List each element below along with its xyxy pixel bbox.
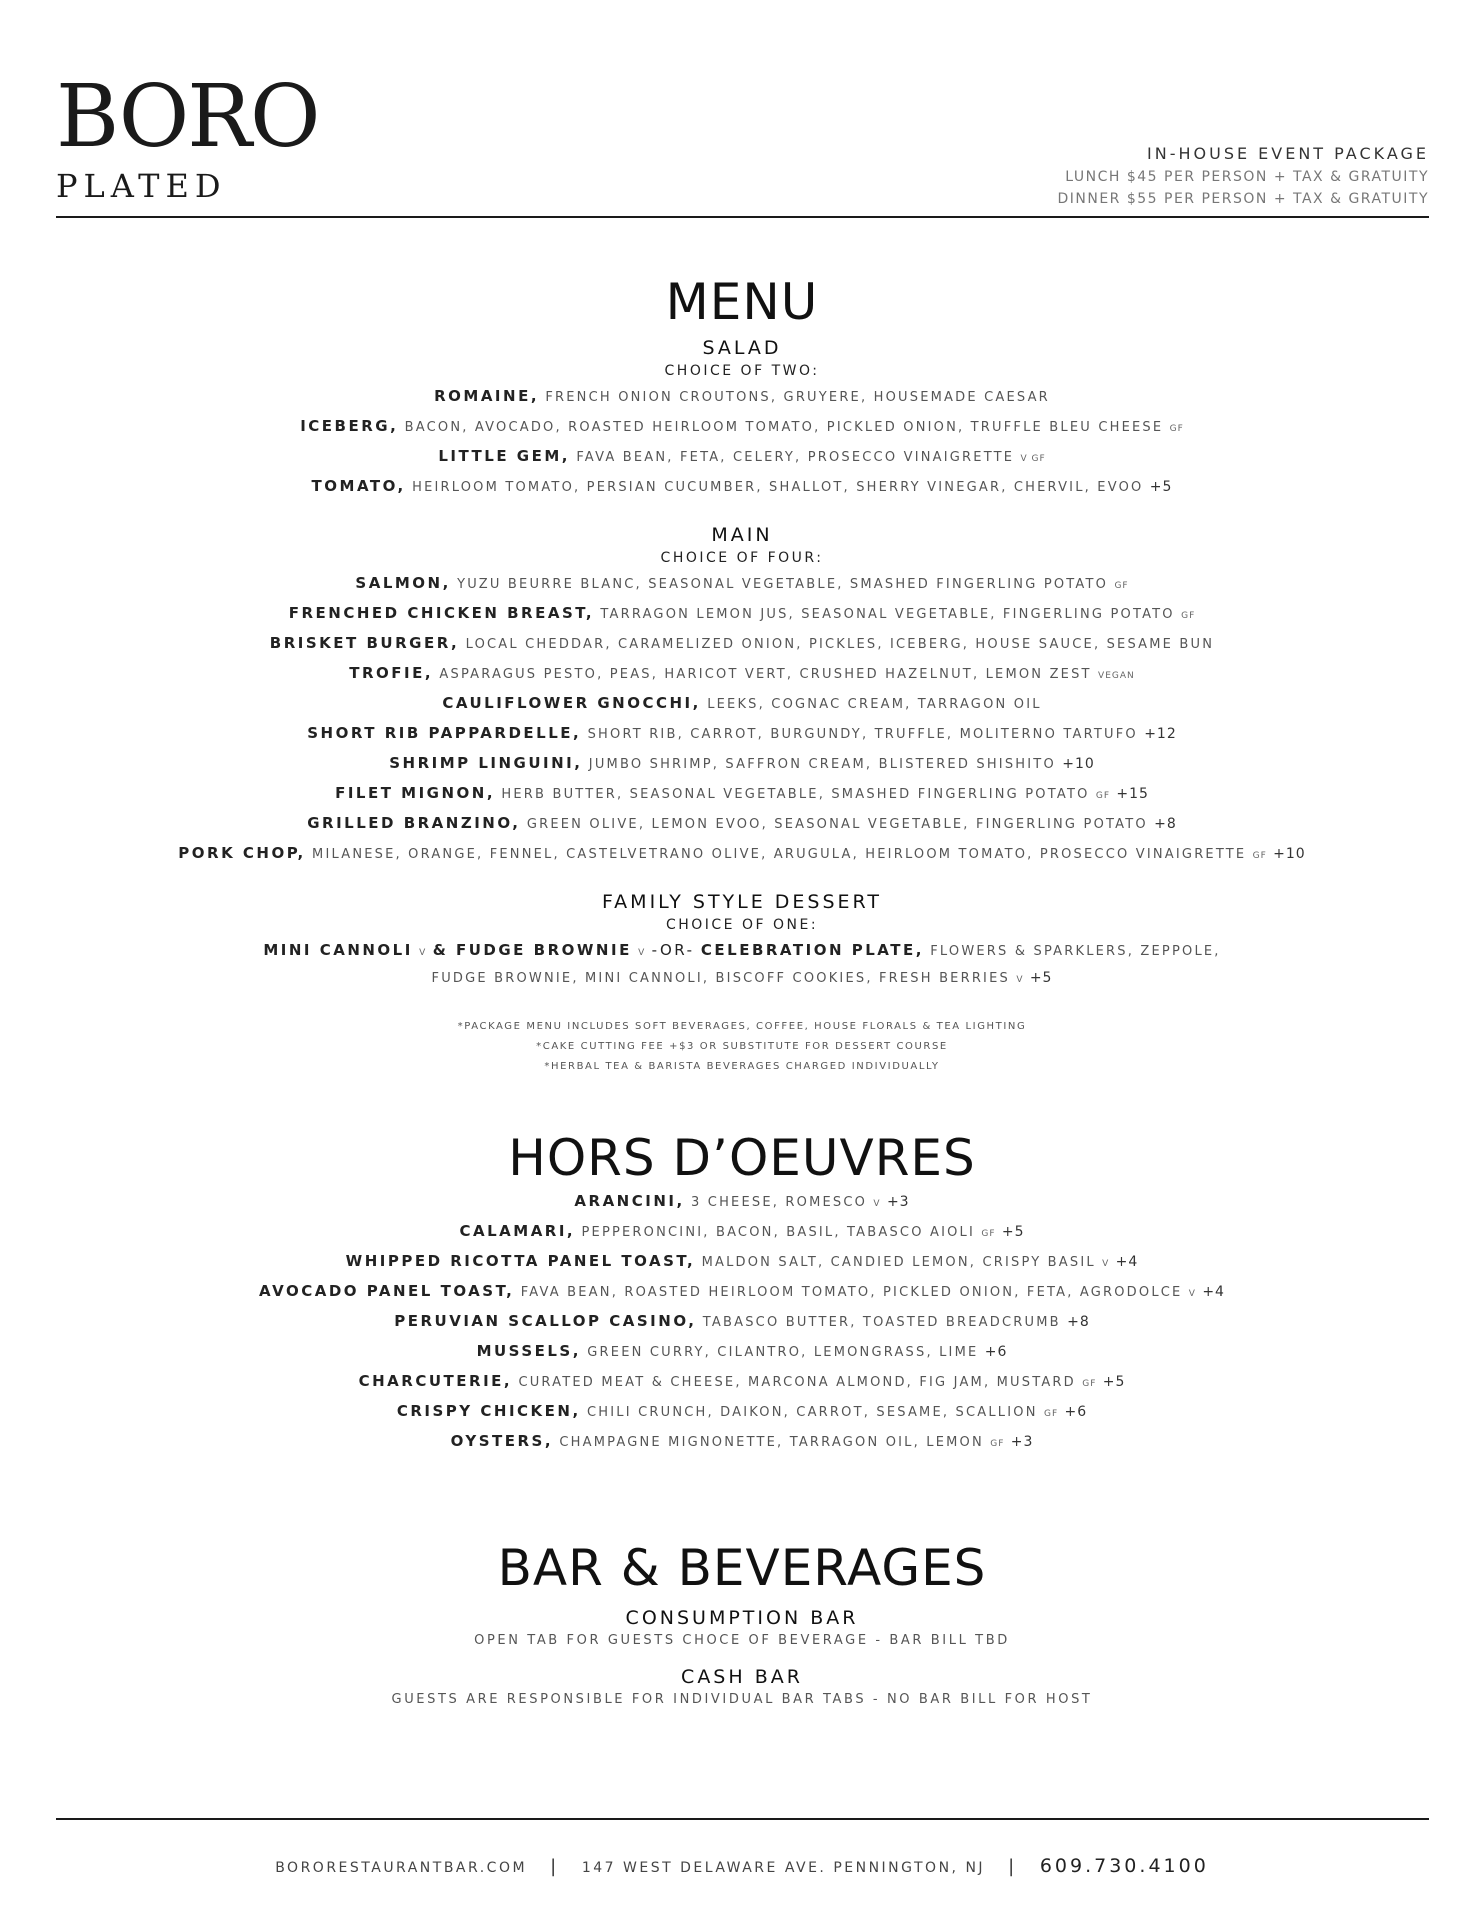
dessert-cannoli: MINI CANNOLI — [263, 941, 413, 959]
brand-name: BORO — [56, 67, 319, 167]
item-price: +10 — [1273, 846, 1306, 862]
item-desc: GREEN OLIVE, LEMON EVOO, SEASONAL VEGETABLE, FINGERLING POTATO — [526, 817, 1148, 832]
menu-notes — [40, 1017, 1444, 1077]
item-tag: V — [873, 1199, 881, 1209]
menu-item — [40, 750, 1444, 780]
item-name: CAULIFLOWER GNOCCHI, — [442, 694, 701, 712]
item-tag: GF — [1181, 611, 1196, 621]
dessert-heading: FAMILY STYLE DESSERT — [602, 891, 882, 913]
menu-item — [40, 600, 1444, 630]
menu-item — [40, 443, 1444, 473]
main-list — [40, 570, 1444, 870]
item-name: WHIPPED RICOTTA PANEL TOAST, — [345, 1252, 696, 1270]
menu-item — [40, 1248, 1444, 1278]
lunch-price: LUNCH $45 PER PERSON + TAX & GRATUITY — [1065, 169, 1429, 185]
package-title: IN-HOUSE EVENT PACKAGE — [1147, 144, 1429, 163]
item-tag: GF — [1169, 424, 1184, 434]
item-price: +5 — [1001, 1224, 1025, 1240]
item-name: CHARCUTERIE, — [358, 1372, 513, 1390]
main-choice: CHOICE OF FOUR: — [660, 550, 824, 566]
dessert-or: -OR- — [651, 941, 695, 959]
item-desc: FAVA BEAN, FETA, CELERY, PROSECCO VINAIGRETTE — [576, 450, 1015, 465]
item-price: +10 — [1062, 756, 1095, 772]
item-name: PORK CHOP, — [178, 844, 306, 862]
item-name: SHORT RIB PAPPARDELLE, — [307, 724, 582, 742]
item-tag: GF — [981, 1229, 996, 1239]
note-tea: *HERBAL TEA & BARISTA BEVERAGES CHARGED INDIVIDUALLY — [544, 1061, 940, 1072]
dessert-celebration-desc-1: FLOWERS & SPARKLERS, ZEPPOLE, — [930, 944, 1221, 959]
item-desc: ASPARAGUS PESTO, PEAS, HARICOT VERT, CRUSHED HAZELNUT, LEMON ZEST — [439, 667, 1092, 682]
footer-divider — [56, 1818, 1429, 1820]
item-tag: GF — [1252, 851, 1267, 861]
item-price: +4 — [1202, 1284, 1225, 1300]
item-name: OYSTERS, — [450, 1432, 554, 1450]
item-tag: GF — [990, 1439, 1005, 1449]
menu-item — [40, 720, 1444, 750]
item-price: +12 — [1144, 726, 1177, 742]
item-name: SHRIMP LINGUINI, — [389, 754, 583, 772]
menu-item — [40, 570, 1444, 600]
salad-list — [40, 383, 1444, 503]
dessert-cannoli-tag: V — [419, 948, 427, 958]
item-desc: YUZU BEURRE BLANC, SEASONAL VEGETABLE, SMASHED FINGERLING POTATO — [457, 577, 1109, 592]
item-desc: TARRAGON LEMON JUS, SEASONAL VEGETABLE, FINGERLING POTATO — [600, 607, 1175, 622]
cash-bar-desc: GUESTS ARE RESPONSIBLE FOR INDIVIDUAL BAR TABS - NO BAR BILL FOR HOST — [391, 1692, 1093, 1707]
item-price: +5 — [1102, 1374, 1126, 1390]
item-price: +8 — [1067, 1314, 1090, 1330]
item-price: +3 — [886, 1194, 910, 1210]
item-name: SALMON, — [355, 574, 451, 592]
menu-item — [40, 1218, 1444, 1248]
phone-number[interactable]: 609.730.4100 — [1039, 1855, 1209, 1877]
item-desc: GREEN CURRY, CILANTRO, LEMONGRASS, LIME — [587, 1345, 979, 1360]
hors-title: HORS D’OEUVRES — [508, 1129, 976, 1187]
consumption-bar-heading: CONSUMPTION BAR — [625, 1607, 859, 1629]
item-desc: BACON, AVOCADO, ROASTED HEIRLOOM TOMATO, PICKLED ONION, TRUFFLE BLEU CHEESE — [404, 420, 1164, 435]
brand-logo — [56, 67, 319, 205]
menu-item — [40, 413, 1444, 443]
consumption-bar-desc: OPEN TAB FOR GUESTS CHOCE OF BEVERAGE - BAR BILL TBD — [474, 1633, 1010, 1648]
item-price: +5 — [1149, 479, 1173, 495]
bar-section — [40, 1540, 1444, 1710]
dinner-price: DINNER $55 PER PERSON + TAX & GRATUITY — [1057, 191, 1429, 207]
item-tag: V — [1102, 1259, 1110, 1269]
item-name: TOMATO, — [311, 477, 406, 495]
item-desc: 3 CHEESE, ROMESCO — [691, 1195, 868, 1210]
item-price: +6 — [984, 1344, 1008, 1360]
address: 147 WEST DELAWARE AVE. PENNINGTON, NJ — [581, 1860, 986, 1876]
salad-choice: CHOICE OF TWO: — [664, 363, 820, 379]
item-name: PERUVIAN SCALLOP CASINO, — [394, 1312, 697, 1330]
item-desc: FAVA BEAN, ROASTED HEIRLOOM TOMATO, PICKLED ONION, FETA, AGRODOLCE — [520, 1285, 1183, 1300]
menu-title: MENU — [665, 273, 819, 331]
header — [56, 67, 1429, 220]
item-desc: SHORT RIB, CARROT, BURGUNDY, TRUFFLE, MOLITERNO TARTUFO — [587, 727, 1138, 742]
dessert-brownie: & FUDGE BROWNIE — [432, 941, 632, 959]
item-name: GRILLED BRANZINO, — [307, 814, 521, 832]
item-name: CRISPY CHICKEN, — [396, 1402, 581, 1420]
menu-item — [40, 780, 1444, 810]
item-name: FILET MIGNON, — [335, 784, 496, 802]
item-desc: LEEKS, COGNAC CREAM, TARRAGON OIL — [707, 697, 1042, 712]
item-name: ROMAINE, — [434, 387, 540, 405]
item-desc: CHILI CRUNCH, DAIKON, CARROT, SESAME, SCALLION — [587, 1405, 1038, 1420]
menu-item — [40, 630, 1444, 660]
menu-item — [40, 1368, 1444, 1398]
item-price: +3 — [1010, 1434, 1034, 1450]
item-desc: HERB BUTTER, SEASONAL VEGETABLE, SMASHED FINGERLING POTATO — [501, 787, 1090, 802]
footer-separator-1: | — [550, 1856, 559, 1877]
item-name: TROFIE, — [349, 664, 434, 682]
item-tag: GF — [1114, 581, 1129, 591]
note-cake: *CAKE CUTTING FEE +$3 OR SUBSTITUTE FOR DESSERT COURSE — [536, 1041, 948, 1052]
item-tag: GF — [1082, 1379, 1097, 1389]
brand-subtitle: PLATED — [56, 167, 227, 205]
dessert-line-2 — [40, 967, 1444, 991]
item-name: BRISKET BURGER, — [269, 634, 460, 652]
menu-section — [40, 274, 1444, 1077]
menu-item — [40, 1398, 1444, 1428]
item-tag: GF — [1095, 791, 1111, 801]
menu-item — [40, 1278, 1444, 1308]
menu-item — [40, 840, 1444, 870]
item-name: ICEBERG, — [300, 417, 399, 435]
item-desc: CHAMPAGNE MIGNONETTE, TARRAGON OIL, LEMON — [559, 1435, 984, 1450]
item-tag: GF — [1043, 1409, 1059, 1419]
item-name: ARANCINI, — [574, 1192, 685, 1210]
menu-item — [40, 473, 1444, 503]
item-name: AVOCADO PANEL TOAST, — [259, 1282, 515, 1300]
website-link[interactable]: BORORESTAURANTBAR.COM — [275, 1860, 528, 1876]
main-heading: MAIN — [711, 524, 773, 546]
item-desc: CURATED MEAT & CHEESE, MARCONA ALMOND, FIG JAM, MUSTARD — [518, 1375, 1076, 1390]
item-tag: V — [1188, 1289, 1196, 1299]
bar-title: BAR & BEVERAGES — [497, 1539, 987, 1597]
dessert-celebration: CELEBRATION PLATE, — [700, 941, 924, 959]
hors-list — [40, 1188, 1444, 1458]
item-desc: PEPPERONCINI, BACON, BASIL, TABASCO AIOLI — [581, 1225, 976, 1240]
footer-separator-2: | — [1008, 1856, 1017, 1877]
item-price: +4 — [1115, 1254, 1139, 1270]
item-name: CALAMARI, — [459, 1222, 576, 1240]
dessert-choice: CHOICE OF ONE: — [665, 917, 819, 933]
item-tag: V GF — [1020, 454, 1046, 464]
dessert-brownie-tag: V — [638, 948, 646, 958]
dessert-celebration-price: +5 — [1029, 970, 1053, 986]
item-name: MUSSELS, — [476, 1342, 581, 1360]
dessert-celebration-tag: V — [1016, 975, 1024, 985]
menu-item — [40, 383, 1444, 413]
item-name: FRENCHED CHICKEN BREAST, — [288, 604, 595, 622]
item-price: +8 — [1154, 816, 1177, 832]
hors-section — [40, 1130, 1444, 1458]
item-desc: MILANESE, ORANGE, FENNEL, CASTELVETRANO OLIVE, ARUGULA, HEIRLOOM TOMATO, PROSECCO VINAIGRETTE — [312, 847, 1247, 862]
header-divider — [56, 216, 1429, 218]
item-price: +6 — [1064, 1404, 1088, 1420]
menu-item — [40, 1308, 1444, 1338]
item-desc: MALDON SALT, CANDIED LEMON, CRISPY BASIL — [701, 1255, 1096, 1270]
item-tag: VEGAN — [1098, 671, 1135, 681]
item-desc: LOCAL CHEDDAR, CARAMELIZED ONION, PICKLES, ICEBERG, HOUSE SAUCE, SESAME BUN — [465, 637, 1215, 652]
menu-item — [40, 1338, 1444, 1368]
item-desc: TABASCO BUTTER, TOASTED BREADCRUMB — [702, 1315, 1061, 1330]
menu-item — [40, 810, 1444, 840]
menu-item — [40, 660, 1444, 690]
event-package-info — [1057, 142, 1429, 210]
footer — [40, 1855, 1444, 1877]
menu-item — [40, 690, 1444, 720]
item-desc: FRENCH ONION CROUTONS, GRUYERE, HOUSEMADE CAESAR — [545, 390, 1050, 405]
item-desc: HEIRLOOM TOMATO, PERSIAN CUCUMBER, SHALLOT, SHERRY VINEGAR, CHERVIL, EVOO — [412, 480, 1144, 495]
dessert-celebration-desc-2: FUDGE BROWNIE, MINI CANNOLI, BISCOFF COOKIES, FRESH BERRIES — [431, 971, 1010, 986]
dessert-line-1 — [40, 937, 1444, 967]
cash-bar-heading: CASH BAR — [681, 1666, 803, 1688]
item-price: +15 — [1116, 786, 1149, 802]
item-desc: JUMBO SHRIMP, SAFFRON CREAM, BLISTERED SHISHITO — [588, 757, 1056, 772]
item-name: LITTLE GEM, — [438, 447, 570, 465]
menu-item — [40, 1188, 1444, 1218]
menu-item — [40, 1428, 1444, 1458]
note-package: *PACKAGE MENU INCLUDES SOFT BEVERAGES, COFFEE, HOUSE FLORALS & TEA LIGHTING — [457, 1021, 1027, 1032]
salad-heading: SALAD — [702, 337, 782, 359]
